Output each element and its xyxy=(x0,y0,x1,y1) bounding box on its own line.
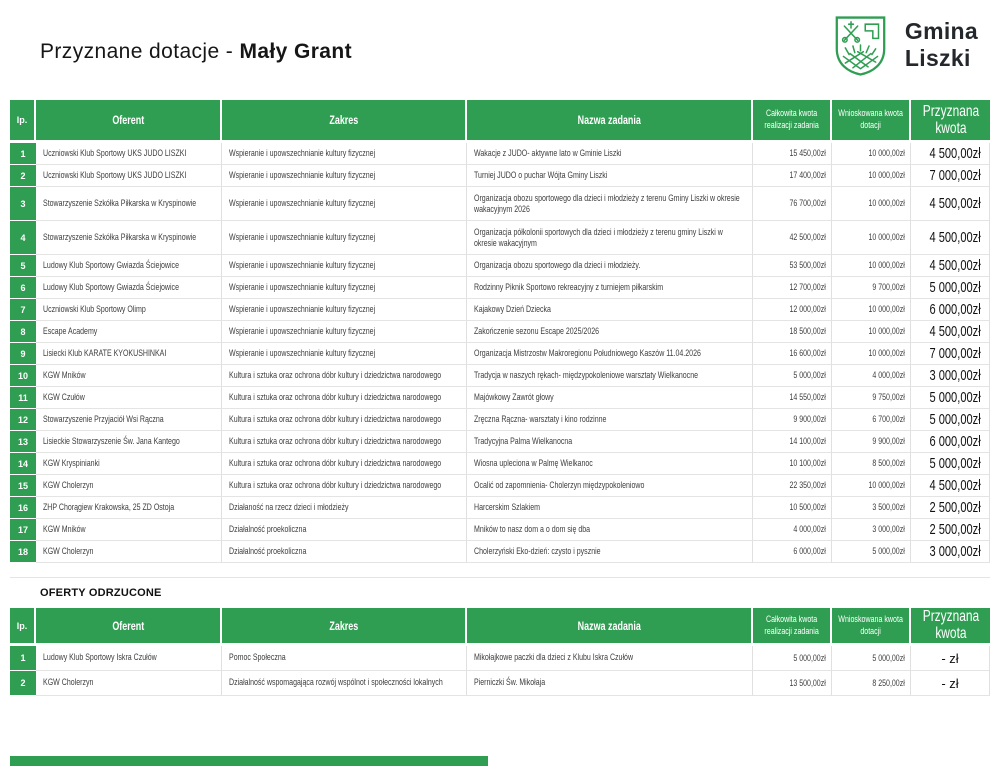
zakres-cell: Wspieranie i upowszechnianie kultury fizycznej xyxy=(222,255,467,277)
oferent-cell: KGW Czułów xyxy=(36,387,222,409)
calkowita-cell: 15 450,00zł xyxy=(753,143,832,165)
oferent-cell: ZHP Chorągiew Krakowska, 25 ZD Ostoja xyxy=(36,497,222,519)
tables-area xyxy=(10,100,990,696)
calkowita-cell: 17 400,00zł xyxy=(753,165,832,187)
calkowita-cell: 53 500,00zł xyxy=(753,255,832,277)
przyznana-cell: - zł xyxy=(911,671,990,696)
oferent-cell: KGW Kryspinianki xyxy=(36,453,222,475)
calkowita-cell: 14 550,00zł xyxy=(753,387,832,409)
col-header-lp: lp. xyxy=(10,100,36,143)
col-header-nazwa: Nazwa zadania xyxy=(467,608,753,646)
col-header-nazwa: Nazwa zadania xyxy=(467,100,753,143)
rejected-section-label: OFERTY ODRZUCONE xyxy=(40,587,162,599)
row-number-cell: 4 xyxy=(10,221,36,255)
col-header-wnioskowana: Wnioskowana kwota dotacji xyxy=(832,608,911,646)
przyznana-cell: 4 500,00zł xyxy=(911,187,990,221)
table-row xyxy=(10,646,990,671)
przyznana-cell: 5 000,00zł xyxy=(911,409,990,431)
brand-block xyxy=(833,13,978,79)
calkowita-cell: 5 000,00zł xyxy=(753,365,832,387)
calkowita-cell: 76 700,00zł xyxy=(753,187,832,221)
nazwa-cell: Wiosna upleciona w Palmę Wielkanoc xyxy=(467,453,753,475)
row-number-cell: 10 xyxy=(10,365,36,387)
nazwa-cell: Organizacja obozu sportowego dla dzieci i młodzieży. xyxy=(467,255,753,277)
page-title-prefix: Przyznane dotacje - xyxy=(40,40,240,63)
nazwa-cell: Organizacja półkolonii sportowych dla dzieci i młodzieży z terenu gminy Liszki w okresie wakacyjnym xyxy=(467,221,753,255)
nazwa-cell: Zręczna Rączna- warsztaty i kino rodzinne xyxy=(467,409,753,431)
przyznana-cell: 4 500,00zł xyxy=(911,143,990,165)
zakres-cell: Wspieranie i upowszechnianie kultury fizycznej xyxy=(222,165,467,187)
table-row xyxy=(10,387,990,409)
table-row xyxy=(10,475,990,497)
row-number-cell: 7 xyxy=(10,299,36,321)
nazwa-cell: Kajakowy Dzień Dziecka xyxy=(467,299,753,321)
row-number-cell: 8 xyxy=(10,321,36,343)
zakres-cell: Pomoc Społeczna xyxy=(222,646,467,671)
przyznana-cell: 5 000,00zł xyxy=(911,387,990,409)
table-row xyxy=(10,671,990,696)
granted-table xyxy=(10,100,990,563)
table-row xyxy=(10,277,990,299)
przyznana-cell: 6 000,00zł xyxy=(911,299,990,321)
oferent-cell: Uczniowski Klub Sportowy UKS JUDO LISZKI xyxy=(36,143,222,165)
col-header-zakres: Zakres xyxy=(222,100,467,143)
wnioskowana-cell: 10 000,00zł xyxy=(832,255,911,277)
nazwa-cell: Majówkowy Zawrót głowy xyxy=(467,387,753,409)
col-header-przyznana: Przyznana kwota xyxy=(911,608,990,646)
table-row xyxy=(10,453,990,475)
col-header-calkowita: Całkowita kwota realizacji zadania xyxy=(753,100,832,143)
przyznana-cell: 3 000,00zł xyxy=(911,365,990,387)
zakres-cell: Kultura i sztuka oraz ochrona dóbr kultury i dziedzictwa narodowego xyxy=(222,409,467,431)
col-header-oferent: Oferent xyxy=(36,608,222,646)
calkowita-cell: 12 700,00zł xyxy=(753,277,832,299)
org-name xyxy=(905,13,978,72)
col-header-przyznana: Przyznana kwota xyxy=(911,100,990,143)
row-number-cell: 16 xyxy=(10,497,36,519)
calkowita-cell: 10 100,00zł xyxy=(753,453,832,475)
calkowita-cell: 5 000,00zł xyxy=(753,646,832,671)
wnioskowana-cell: 10 000,00zł xyxy=(832,343,911,365)
przyznana-cell: 7 000,00zł xyxy=(911,165,990,187)
col-header-zakres: Zakres xyxy=(222,608,467,646)
table-row xyxy=(10,365,990,387)
oferent-cell: Uczniowski Klub Sportowy Olimp xyxy=(36,299,222,321)
footer-accent-bar xyxy=(10,756,488,766)
nazwa-cell: Organizacja obozu sportowego dla dzieci i młodzieży z terenu Gminy Liszki w okresie wakacyjnym 2026 xyxy=(467,187,753,221)
nazwa-cell: Ocalić od zapomnienia- Cholerzyn międzypokoleniowo xyxy=(467,475,753,497)
row-number-cell: 6 xyxy=(10,277,36,299)
table-row xyxy=(10,187,990,221)
nazwa-cell: Mników to nasz dom a o dom się dba xyxy=(467,519,753,541)
oferent-cell: Stowarzyszenie Szkółka Piłkarska w Kryspinowie xyxy=(36,187,222,221)
table-row xyxy=(10,519,990,541)
wnioskowana-cell: 10 000,00zł xyxy=(832,221,911,255)
table-row xyxy=(10,409,990,431)
wnioskowana-cell: 3 500,00zł xyxy=(832,497,911,519)
row-number-cell: 1 xyxy=(10,646,36,671)
nazwa-cell: Wakacje z JUDO- aktywne lato w Gminie Liszki xyxy=(467,143,753,165)
wnioskowana-cell: 8 250,00zł xyxy=(832,671,911,696)
row-number-cell: 5 xyxy=(10,255,36,277)
calkowita-cell: 10 500,00zł xyxy=(753,497,832,519)
calkowita-cell: 4 000,00zł xyxy=(753,519,832,541)
przyznana-cell: 3 000,00zł xyxy=(911,541,990,563)
col-header-lp: lp. xyxy=(10,608,36,646)
wnioskowana-cell: 10 000,00zł xyxy=(832,143,911,165)
wnioskowana-cell: 10 000,00zł xyxy=(832,475,911,497)
przyznana-cell: 6 000,00zł xyxy=(911,431,990,453)
oferent-cell: KGW Cholerzyn xyxy=(36,671,222,696)
calkowita-cell: 16 600,00zł xyxy=(753,343,832,365)
calkowita-cell: 18 500,00zł xyxy=(753,321,832,343)
zakres-cell: Kultura i sztuka oraz ochrona dóbr kultury i dziedzictwa narodowego xyxy=(222,453,467,475)
row-number-cell: 11 xyxy=(10,387,36,409)
table-row xyxy=(10,221,990,255)
row-number-cell: 2 xyxy=(10,165,36,187)
oferent-cell: KGW Cholerzyn xyxy=(36,541,222,563)
gmina-liszki-crest-icon xyxy=(833,13,888,79)
table-row xyxy=(10,343,990,365)
zakres-cell: Kultura i sztuka oraz ochrona dóbr kultury i dziedzictwa narodowego xyxy=(222,365,467,387)
zakres-cell: Wspieranie i upowszechnianie kultury fizycznej xyxy=(222,221,467,255)
zakres-cell: Wspieranie i upowszechnianie kultury fizycznej xyxy=(222,187,467,221)
wnioskowana-cell: 10 000,00zł xyxy=(832,165,911,187)
przyznana-cell: - zł xyxy=(911,646,990,671)
zakres-cell: Wspieranie i upowszechnianie kultury fizycznej xyxy=(222,299,467,321)
table-row xyxy=(10,321,990,343)
wnioskowana-cell: 9 750,00zł xyxy=(832,387,911,409)
wnioskowana-cell: 9 900,00zł xyxy=(832,431,911,453)
przyznana-cell: 2 500,00zł xyxy=(911,519,990,541)
nazwa-cell: Mikołajkowe paczki dla dzieci z Klubu Iskra Czułów xyxy=(467,646,753,671)
col-header-wnioskowana: Wnioskowana kwota dotacji xyxy=(832,100,911,143)
table-spacer xyxy=(10,563,990,578)
wnioskowana-cell: 5 000,00zł xyxy=(832,646,911,671)
wnioskowana-cell: 10 000,00zł xyxy=(832,321,911,343)
zakres-cell: Działalność wspomagająca rozwój wspólnot i społeczności lokalnych xyxy=(222,671,467,696)
org-name-line2: Liszki xyxy=(904,45,971,71)
row-number-cell: 14 xyxy=(10,453,36,475)
wnioskowana-cell: 9 700,00zł xyxy=(832,277,911,299)
table-row xyxy=(10,541,990,563)
zakres-cell: Działalność proekoliczna xyxy=(222,541,467,563)
row-number-cell: 12 xyxy=(10,409,36,431)
org-name-line1: Gmina xyxy=(904,18,978,44)
calkowita-cell: 42 500,00zł xyxy=(753,221,832,255)
page-title-bold: Mały Grant xyxy=(239,40,352,63)
przyznana-cell: 4 500,00zł xyxy=(911,321,990,343)
wnioskowana-cell: 3 000,00zł xyxy=(832,519,911,541)
table-row xyxy=(10,497,990,519)
page-title xyxy=(40,40,352,64)
oferent-cell: Ludowy Klub Sportowy Gwiazda Ściejowice xyxy=(36,277,222,299)
calkowita-cell: 6 000,00zł xyxy=(753,541,832,563)
przyznana-cell: 7 000,00zł xyxy=(911,343,990,365)
nazwa-cell: Turniej JUDO o puchar Wójta Gminy Liszki xyxy=(467,165,753,187)
table-row xyxy=(10,431,990,453)
wnioskowana-cell: 6 700,00zł xyxy=(832,409,911,431)
nazwa-cell: Organizacja Mistrzostw Makroregionu Południowego Kaszów 11.04.2026 xyxy=(467,343,753,365)
row-number-cell: 17 xyxy=(10,519,36,541)
nazwa-cell: Tradycyjna Palma Wielkanocna xyxy=(467,431,753,453)
col-header-oferent: Oferent xyxy=(36,100,222,143)
nazwa-cell: Pierniczki Św. Mikołaja xyxy=(467,671,753,696)
granted-header-row xyxy=(10,100,990,143)
nazwa-cell: Harcerskim Szlakiem xyxy=(467,497,753,519)
przyznana-cell: 2 500,00zł xyxy=(911,497,990,519)
zakres-cell: Wspieranie i upowszechnianie kultury fizycznej xyxy=(222,343,467,365)
zakres-cell: Kultura i sztuka oraz ochrona dóbr kultury i dziedzictwa narodowego xyxy=(222,475,467,497)
oferent-cell: Escape Academy xyxy=(36,321,222,343)
calkowita-cell: 13 500,00zł xyxy=(753,671,832,696)
calkowita-cell: 14 100,00zł xyxy=(753,431,832,453)
row-number-cell: 15 xyxy=(10,475,36,497)
wnioskowana-cell: 8 500,00zł xyxy=(832,453,911,475)
oferent-cell: Lisiecki Klub KARATE KYOKUSHINKAI xyxy=(36,343,222,365)
nazwa-cell: Tradycja w naszych rękach- międzypokoleniowe warsztaty Wielkanocne xyxy=(467,365,753,387)
przyznana-cell: 5 000,00zł xyxy=(911,277,990,299)
zakres-cell: Kultura i sztuka oraz ochrona dóbr kultury i dziedzictwa narodowego xyxy=(222,431,467,453)
nazwa-cell: Zakończenie sezonu Escape 2025/2026 xyxy=(467,321,753,343)
row-number-cell: 13 xyxy=(10,431,36,453)
table-row xyxy=(10,299,990,321)
calkowita-cell: 22 350,00zł xyxy=(753,475,832,497)
oferent-cell: KGW Mników xyxy=(36,519,222,541)
oferent-cell: KGW Cholerzyn xyxy=(36,475,222,497)
oferent-cell: Ludowy Klub Sportowy Iskra Czułów xyxy=(36,646,222,671)
nazwa-cell: Cholerzyński Eko-dzień: czysto i pysznie xyxy=(467,541,753,563)
oferent-cell: Stowarzyszenie Szkółka Piłkarska w Kryspinowie xyxy=(36,221,222,255)
wnioskowana-cell: 10 000,00zł xyxy=(832,187,911,221)
zakres-cell: Wspieranie i upowszechnianie kultury fizycznej xyxy=(222,143,467,165)
row-number-cell: 3 xyxy=(10,187,36,221)
zakres-cell: Wspieranie i upowszechnianie kultury fizycznej xyxy=(222,321,467,343)
nazwa-cell: Rodzinny Piknik Sportowo rekreacyjny z turniejem piłkarskim xyxy=(467,277,753,299)
przyznana-cell: 4 500,00zł xyxy=(911,221,990,255)
przyznana-cell: 4 500,00zł xyxy=(911,475,990,497)
oferent-cell: Stowarzyszenie Przyjaciół Wsi Rączna xyxy=(36,409,222,431)
zakres-cell: Działalność proekoliczna xyxy=(222,519,467,541)
table-row xyxy=(10,143,990,165)
row-number-cell: 2 xyxy=(10,671,36,696)
table-row xyxy=(10,255,990,277)
calkowita-cell: 9 900,00zł xyxy=(753,409,832,431)
oferent-cell: Lisieckie Stowarzyszenie Św. Jana Kantego xyxy=(36,431,222,453)
oferent-cell: Uczniowski Klub Sportowy UKS JUDO LISZKI xyxy=(36,165,222,187)
table-row xyxy=(10,165,990,187)
oferent-cell: KGW Mników xyxy=(36,365,222,387)
row-number-cell: 18 xyxy=(10,541,36,563)
wnioskowana-cell: 4 000,00zł xyxy=(832,365,911,387)
row-number-cell: 9 xyxy=(10,343,36,365)
zakres-cell: Wspieranie i upowszechnianie kultury fizycznej xyxy=(222,277,467,299)
zakres-cell: Kultura i sztuka oraz ochrona dóbr kultury i dziedzictwa narodowego xyxy=(222,387,467,409)
col-header-calkowita: Całkowita kwota realizacji zadania xyxy=(753,608,832,646)
rejected-table xyxy=(10,608,990,696)
przyznana-cell: 4 500,00zł xyxy=(911,255,990,277)
row-number-cell: 1 xyxy=(10,143,36,165)
zakres-cell: Działaność na rzecz dzieci i młodzieży xyxy=(222,497,467,519)
wnioskowana-cell: 10 000,00zł xyxy=(832,299,911,321)
rejected-header-row xyxy=(10,608,990,646)
calkowita-cell: 12 000,00zł xyxy=(753,299,832,321)
oferent-cell: Ludowy Klub Sportowy Gwiazda Ściejowice xyxy=(36,255,222,277)
wnioskowana-cell: 5 000,00zł xyxy=(832,541,911,563)
przyznana-cell: 5 000,00zł xyxy=(911,453,990,475)
